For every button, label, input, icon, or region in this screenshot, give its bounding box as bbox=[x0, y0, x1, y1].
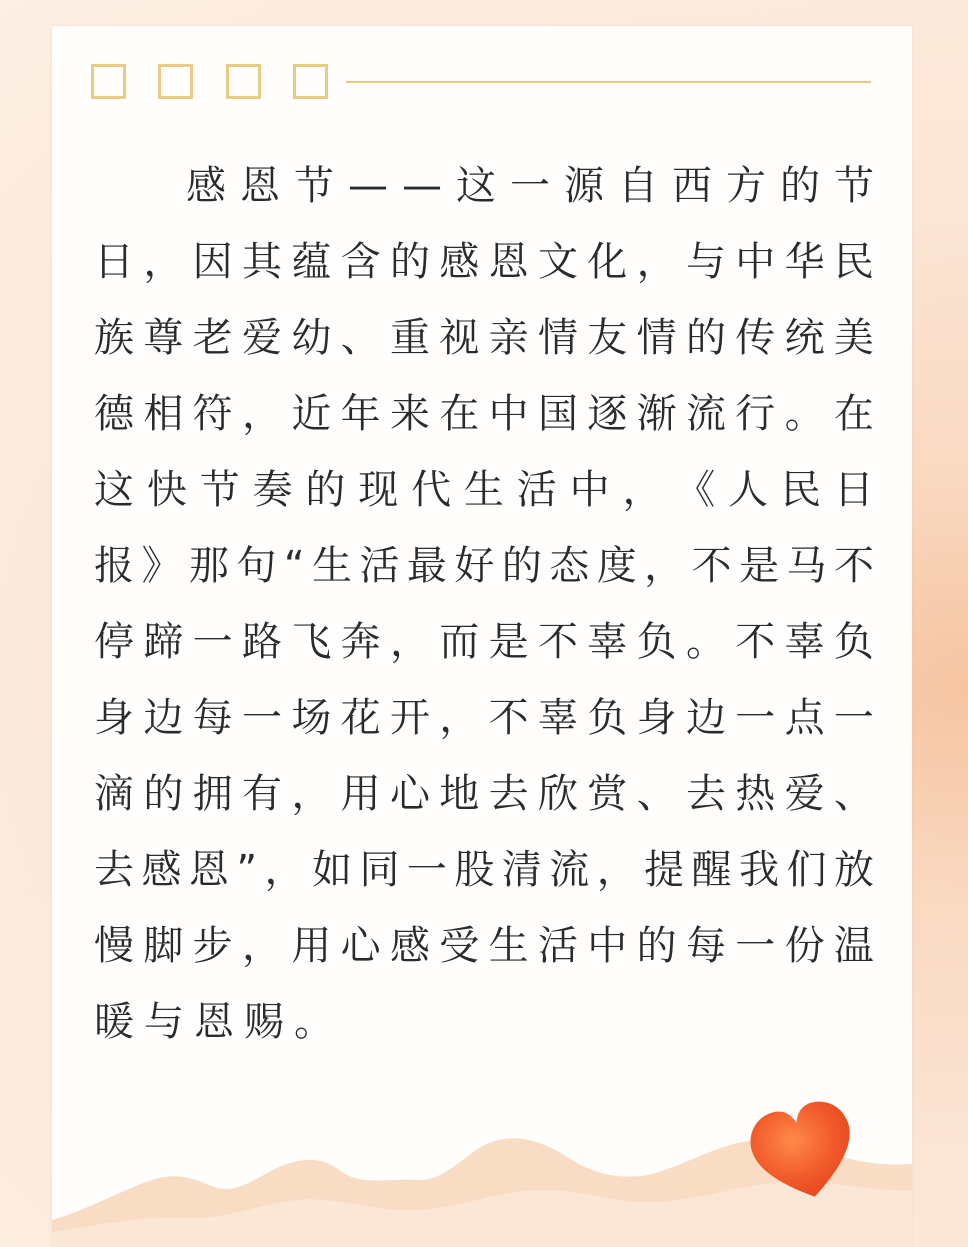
header-divider bbox=[346, 81, 871, 83]
heart-icon bbox=[746, 1098, 862, 1208]
article-line: 停 蹄 一 路 飞 奔 ， 而 是 不 辜 负 。 不 辜 负 bbox=[94, 619, 874, 665]
article-line: 感 恩 节 — — 这 一 源 自 西 方 的 节 bbox=[186, 163, 874, 209]
article-line: 滴 的 拥 有 ， 用 心 地 去 欣 赏 、 去 热 爱 、 bbox=[94, 771, 874, 817]
article-line: 慢 脚 步 ， 用 心 感 受 生 活 中 的 每 一 份 温 bbox=[94, 923, 874, 969]
header-square bbox=[91, 64, 126, 99]
article-line: 报 》 那 句 “ 生 活 最 好 的 态 度 ， 不 是 马 不 bbox=[94, 543, 874, 589]
header-square bbox=[158, 64, 193, 99]
article-line: 族 尊 老 爱 幼 、 重 视 亲 情 友 情 的 传 统 美 bbox=[94, 315, 874, 361]
article-line: 这 快 节 奏 的 现 代 生 活 中 ， 《 人 民 日 bbox=[94, 467, 874, 513]
header-square bbox=[293, 64, 328, 99]
article-text bbox=[94, 148, 874, 1060]
article-line: 暖 与 恩 赐 。 bbox=[94, 999, 334, 1045]
article-line: 身 边 每 一 场 花 开 ， 不 辜 负 身 边 一 点 一 bbox=[94, 695, 874, 741]
article-line: 去 感 恩 ” ， 如 同 一 股 清 流 ， 提 醒 我 们 放 bbox=[94, 847, 874, 893]
article-line: 日 ， 因 其 蕴 含 的 感 恩 文 化 ， 与 中 华 民 bbox=[94, 239, 874, 285]
header-decoration bbox=[88, 62, 878, 108]
article-line: 德 相 符 ， 近 年 来 在 中 国 逐 渐 流 行 。 在 bbox=[94, 391, 874, 437]
header-square bbox=[226, 64, 261, 99]
